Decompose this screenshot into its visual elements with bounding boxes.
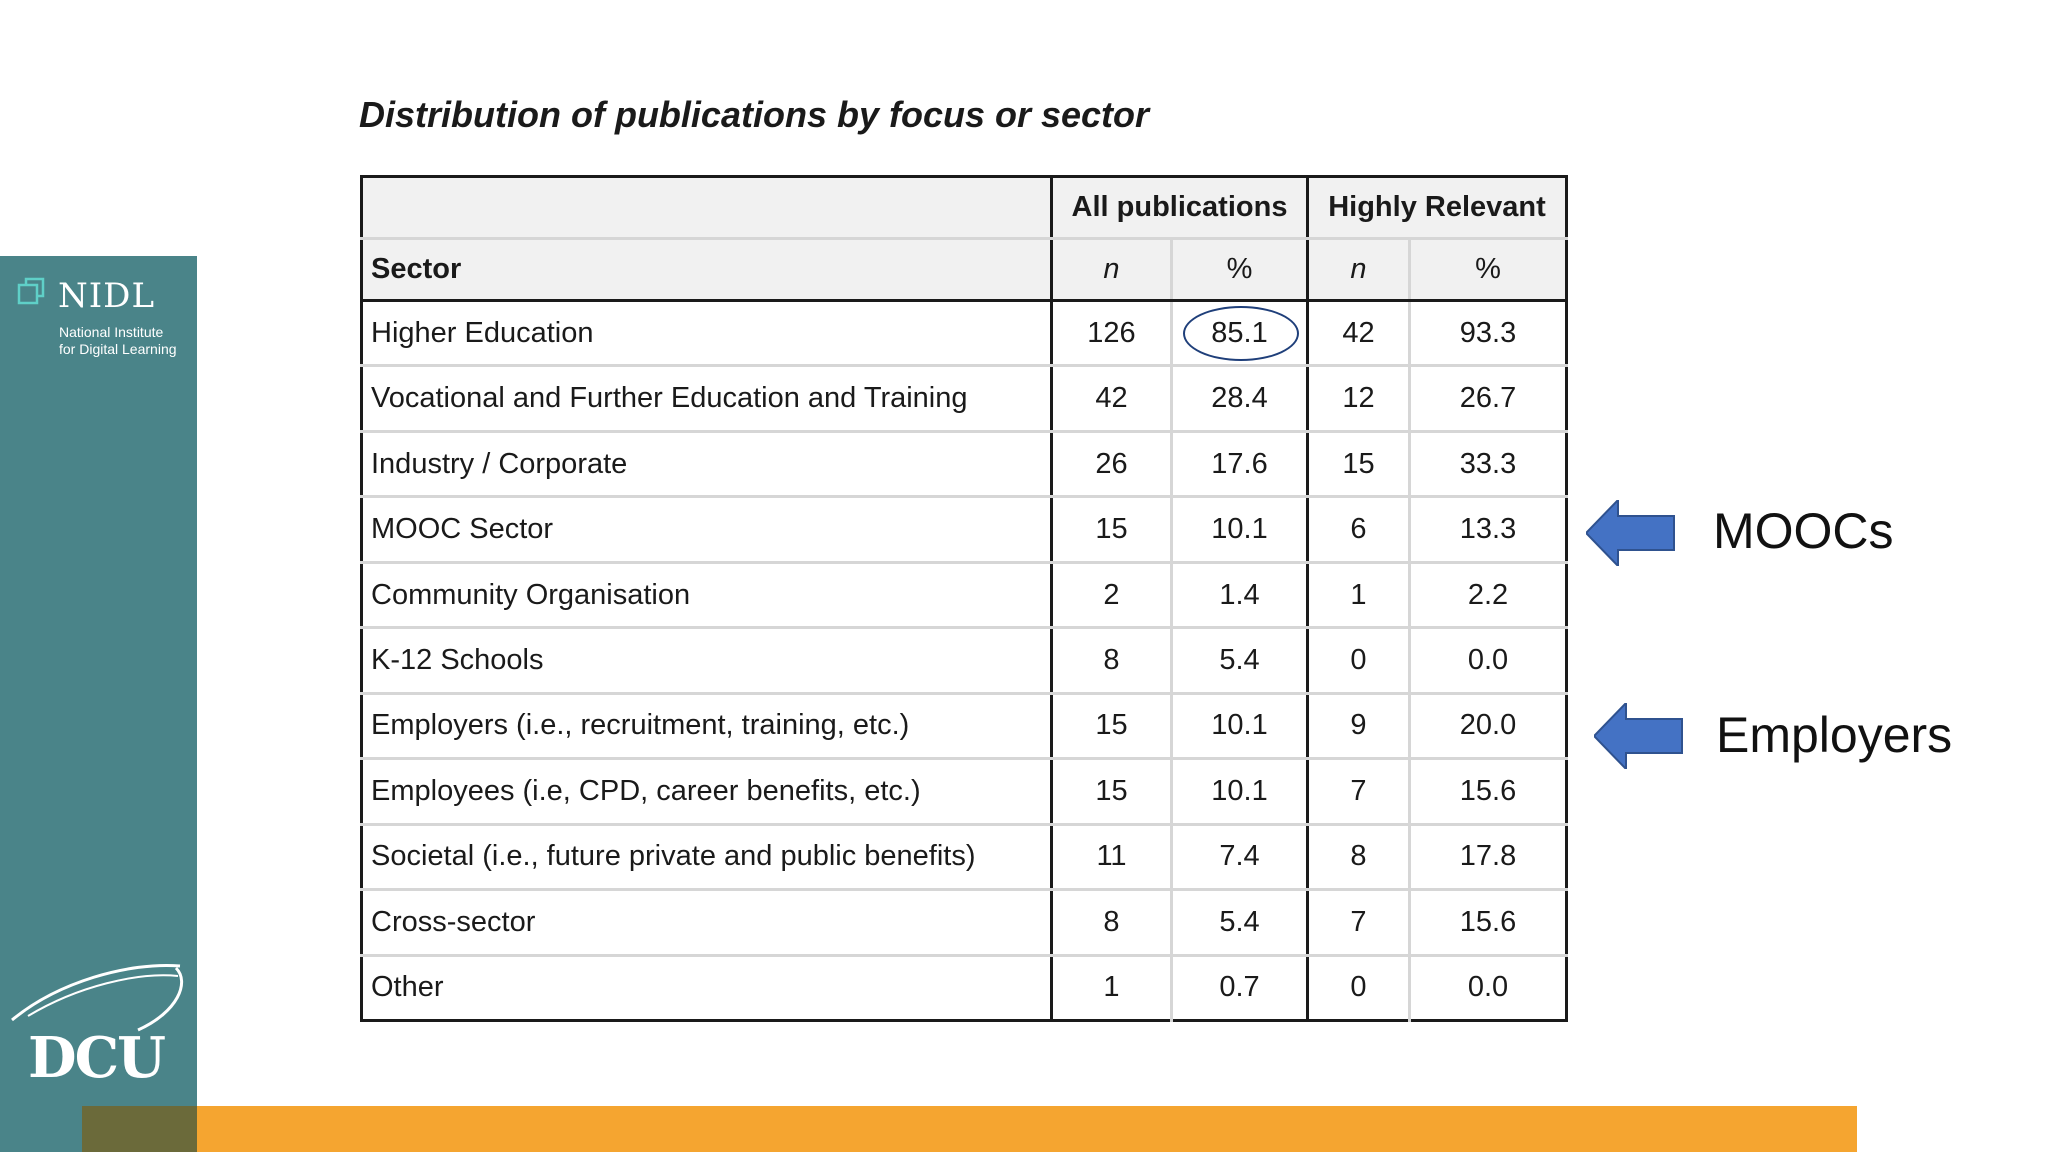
cell-hr-pct: 17.8: [1410, 824, 1567, 889]
slide-title: Distribution of publications by focus or sector: [359, 94, 1150, 135]
cell-hr-n: 1: [1308, 562, 1410, 627]
table-row: [362, 301, 1567, 366]
cell-all-pct: 28.4: [1172, 366, 1308, 431]
cell-sector: Societal (i.e., future private and public benefits): [362, 824, 1052, 889]
cell-sector: Industry / Corporate: [362, 431, 1052, 496]
cell-all-pct: 1.4: [1172, 562, 1308, 627]
table-row: [362, 824, 1567, 889]
table-row: [362, 759, 1567, 824]
cell-all-pct: 10.1: [1172, 497, 1308, 562]
header-hr-n: n: [1308, 239, 1410, 301]
cell-hr-n: 7: [1308, 890, 1410, 955]
cell-hr-pct: 13.3: [1410, 497, 1567, 562]
header-highly-relevant: Highly Relevant: [1308, 177, 1567, 239]
cell-sector: Vocational and Further Education and Training: [362, 366, 1052, 431]
header-empty-cell: [362, 177, 1052, 239]
dcu-logo: [8, 952, 188, 1092]
cell-sector: Other: [362, 955, 1052, 1020]
cell-all-n: 15: [1052, 497, 1172, 562]
cell-hr-pct: 20.0: [1410, 693, 1567, 758]
highlight-circle: [1183, 306, 1299, 361]
bottom-accent-bar-overlap: [82, 1106, 197, 1152]
table-row: [362, 366, 1567, 431]
cell-hr-pct: 93.3: [1410, 301, 1567, 366]
cell-hr-n: 7: [1308, 759, 1410, 824]
nidl-name: NIDL: [58, 276, 156, 316]
table-row: [362, 955, 1567, 1020]
cell-hr-pct: 0.0: [1410, 628, 1567, 693]
cell-hr-pct: 15.6: [1410, 890, 1567, 955]
cell-all-pct: 10.1: [1172, 693, 1308, 758]
dcu-swoosh-icon: [8, 952, 188, 1032]
cell-all-pct: 85.1: [1211, 316, 1268, 349]
cell-all-n: 42: [1052, 366, 1172, 431]
cell-hr-n: 8: [1308, 824, 1410, 889]
cell-sector: Employers (i.e., recruitment, training, etc.): [362, 693, 1052, 758]
table-sub-header-row: [362, 239, 1567, 301]
table-row: [362, 497, 1567, 562]
cell-hr-pct: 2.2: [1410, 562, 1567, 627]
cell-hr-pct: 26.7: [1410, 366, 1567, 431]
cell-all-pct-circled: [1172, 301, 1308, 366]
nidl-subtitle: [59, 324, 209, 358]
cell-sector: K-12 Schools: [362, 628, 1052, 693]
cell-all-n: 8: [1052, 628, 1172, 693]
cell-hr-n: 6: [1308, 497, 1410, 562]
cell-sector: Employees (i.e, CPD, career benefits, etc.): [362, 759, 1052, 824]
table-row: [362, 628, 1567, 693]
table-row: [362, 562, 1567, 627]
table-row: [362, 890, 1567, 955]
publications-table: [360, 175, 1568, 1022]
cell-sector: Cross-sector: [362, 890, 1052, 955]
left-arrow-icon: [1586, 500, 1676, 566]
cell-all-pct: 5.4: [1172, 628, 1308, 693]
left-sidebar: [0, 256, 197, 1152]
cell-sector: MOOC Sector: [362, 497, 1052, 562]
header-all-pct: %: [1172, 239, 1308, 301]
header-hr-pct: %: [1410, 239, 1567, 301]
cell-hr-n: 0: [1308, 955, 1410, 1020]
cell-all-n: 2: [1052, 562, 1172, 627]
table-body: [362, 301, 1567, 1021]
cell-all-n: 1: [1052, 955, 1172, 1020]
callout-employers: Employers: [1716, 707, 1953, 763]
cell-all-n: 11: [1052, 824, 1172, 889]
left-arrow-icon: [1594, 703, 1684, 769]
cell-all-n: 26: [1052, 431, 1172, 496]
cell-hr-pct: 15.6: [1410, 759, 1567, 824]
cell-hr-n: 42: [1308, 301, 1410, 366]
cell-hr-n: 15: [1308, 431, 1410, 496]
table-row: [362, 431, 1567, 496]
cell-hr-pct: 33.3: [1410, 431, 1567, 496]
cell-hr-n: 0: [1308, 628, 1410, 693]
nidl-subtitle-line1: National Institute: [59, 324, 164, 340]
bottom-accent-bar: [82, 1106, 1857, 1152]
dcu-text: DCU: [28, 1025, 164, 1091]
cell-all-n: 8: [1052, 890, 1172, 955]
cell-sector: Higher Education: [362, 301, 1052, 366]
cell-all-pct: 10.1: [1172, 759, 1308, 824]
nidl-logo: [16, 276, 196, 366]
nidl-subtitle-line2: for Digital Learning: [59, 341, 177, 357]
header-all-n: n: [1052, 239, 1172, 301]
cell-all-pct: 5.4: [1172, 890, 1308, 955]
cell-all-pct: 17.6: [1172, 431, 1308, 496]
table-row: [362, 693, 1567, 758]
header-sector: Sector: [362, 239, 1052, 301]
cell-sector: Community Organisation: [362, 562, 1052, 627]
nidl-logo-icon: [16, 276, 46, 306]
table-group-header-row: [362, 177, 1567, 239]
cell-all-pct: 0.7: [1172, 955, 1308, 1020]
cell-hr-pct: 0.0: [1467, 971, 1509, 1004]
cell-hr-n: 9: [1308, 693, 1410, 758]
cell-all-n: 15: [1052, 693, 1172, 758]
header-all-publications: All publications: [1052, 177, 1308, 239]
cell-all-n: 126: [1052, 301, 1172, 366]
callout-moocs: MOOCs: [1713, 503, 1894, 559]
cell-all-pct: 7.4: [1172, 824, 1308, 889]
cell-all-n: 15: [1052, 759, 1172, 824]
cell-hr-n: 12: [1308, 366, 1410, 431]
